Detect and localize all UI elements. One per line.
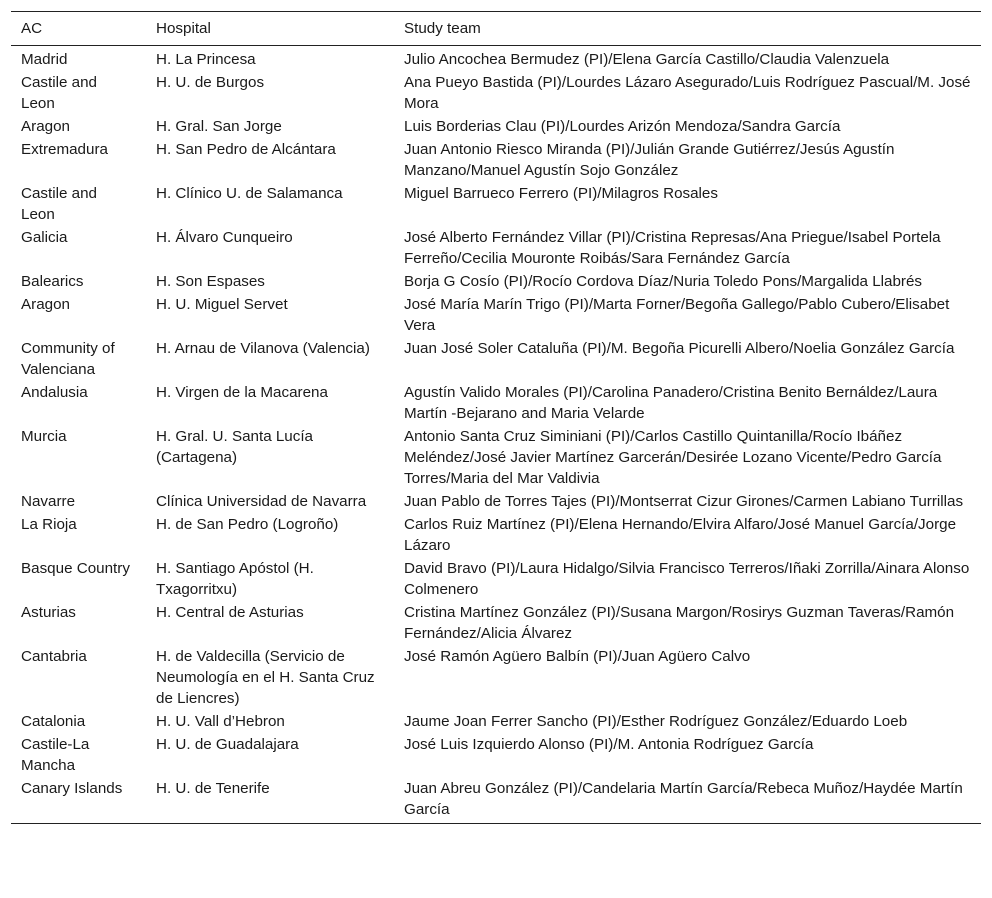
cell-ac: Aragon bbox=[21, 296, 70, 313]
cell-study-team: Miguel Barrueco Ferrero (PI)/Milagros Rosales bbox=[404, 185, 718, 202]
table-row bbox=[11, 226, 981, 270]
cell-hospital: H. U. Vall d’Hebron bbox=[156, 713, 285, 730]
table-row bbox=[11, 293, 981, 337]
cell-hospital: Clínica Universidad de Navarra bbox=[156, 493, 367, 510]
table-row bbox=[11, 513, 981, 557]
table-row bbox=[11, 710, 981, 733]
cell-hospital: H. U. Miguel Servet bbox=[156, 296, 288, 313]
table-row bbox=[11, 601, 981, 645]
cell-hospital: H. Clínico U. de Salamanca bbox=[156, 185, 343, 202]
cell-study-team: Juan Antonio Riesco Miranda (PI)/Julián Grande Gutiérrez/Jesús Agustín Manzano/Manuel Agustín Sojo González bbox=[404, 141, 895, 179]
cell-hospital: H. de San Pedro (Logroño) bbox=[156, 516, 339, 533]
table-row bbox=[11, 425, 981, 490]
table-row bbox=[11, 645, 981, 710]
header-ac: AC bbox=[21, 20, 43, 37]
header-row bbox=[11, 12, 981, 46]
cell-study-team: José María Marín Trigo (PI)/Marta Forner/Begoña Gallego/Pablo Cubero/Elisabet Vera bbox=[404, 296, 950, 334]
cell-ac: Madrid bbox=[21, 51, 68, 68]
table-row bbox=[11, 381, 981, 425]
cell-study-team: Julio Ancochea Bermudez (PI)/Elena García Castillo/Claudia Valenzuela bbox=[404, 51, 890, 68]
cell-hospital: H. U. de Guadalajara bbox=[156, 736, 299, 753]
cell-hospital: H. Álvaro Cunqueiro bbox=[156, 229, 293, 246]
cell-ac: Extremadura bbox=[21, 141, 108, 158]
cell-ac: Canary Islands bbox=[21, 780, 123, 797]
cell-ac: Andalusia bbox=[21, 384, 88, 401]
cell-ac: Aragon bbox=[21, 118, 70, 135]
table-row bbox=[11, 46, 981, 72]
cell-study-team: José Ramón Agüero Balbín (PI)/Juan Agüero Calvo bbox=[404, 648, 751, 665]
cell-ac: Castile and Leon bbox=[21, 74, 97, 112]
table-container bbox=[11, 11, 981, 824]
cell-ac: Basque Country bbox=[21, 560, 130, 577]
cell-ac: Castile and Leon bbox=[21, 185, 97, 223]
cell-study-team: Luis Borderias Clau (PI)/Lourdes Arizón Mendoza/Sandra García bbox=[404, 118, 841, 135]
cell-study-team: Ana Pueyo Bastida (PI)/Lourdes Lázaro Asegurado/Luis Rodríguez Pascual/M. José Mora bbox=[404, 74, 971, 112]
cell-hospital: H. U. de Burgos bbox=[156, 74, 265, 91]
cell-study-team: Juan Pablo de Torres Tajes (PI)/Montserrat Cizur Girones/Carmen Labiano Turrillas bbox=[404, 493, 964, 510]
cell-ac: Castile-La Mancha bbox=[21, 736, 90, 774]
table-row bbox=[11, 337, 981, 381]
cell-ac: Navarre bbox=[21, 493, 76, 510]
cell-study-team: Agustín Valido Morales (PI)/Carolina Panadero/Cristina Benito Bernáldez/Laura Martín -Bejarano and Maria Velarde bbox=[404, 384, 938, 422]
table-row bbox=[11, 490, 981, 513]
cell-study-team: Antonio Santa Cruz Siminiani (PI)/Carlos Castillo Quintanilla/Rocío Ibáñez Meléndez/José Javier Martínez Garcerán/Desirée Lozano Vicente/Pedro García Torres/Maria del Mar Valdivia bbox=[404, 428, 942, 487]
cell-hospital: H. Santiago Apóstol (H. Txagorritxu) bbox=[156, 560, 314, 598]
cell-hospital: H. San Pedro de Alcántara bbox=[156, 141, 336, 158]
table-row bbox=[11, 71, 981, 115]
cell-ac: Catalonia bbox=[21, 713, 86, 730]
cell-study-team: David Bravo (PI)/Laura Hidalgo/Silvia Francisco Terreros/Iñaki Zorrilla/Ainara Alonso Colmenero bbox=[404, 560, 970, 598]
table-row bbox=[11, 777, 981, 824]
cell-hospital: H. Son Espases bbox=[156, 273, 265, 290]
header-study-team: Study team bbox=[404, 20, 481, 37]
header-hospital: Hospital bbox=[156, 20, 211, 37]
cell-ac: Galicia bbox=[21, 229, 68, 246]
cell-study-team: Juan José Soler Cataluña (PI)/M. Begoña Picurelli Albero/Noelia González García bbox=[404, 340, 955, 357]
cell-ac: Balearics bbox=[21, 273, 84, 290]
cell-hospital: H. Gral. San Jorge bbox=[156, 118, 282, 135]
cell-study-team: José Alberto Fernández Villar (PI)/Cristina Represas/Ana Priegue/Isabel Portela Ferreño/Cecilia Mouronte Roibás/Sara Fernández García bbox=[404, 229, 941, 267]
cell-hospital: H. Gral. U. Santa Lucía (Cartagena) bbox=[156, 428, 314, 466]
cell-ac: Community of Valenciana bbox=[21, 340, 115, 378]
cell-ac: Murcia bbox=[21, 428, 67, 445]
cell-ac: Asturias bbox=[21, 604, 76, 621]
table-row bbox=[11, 115, 981, 138]
study-team-table bbox=[11, 11, 981, 824]
cell-study-team: Borja G Cosío (PI)/Rocío Cordova Díaz/Nuria Toledo Pons/Margalida Llabrés bbox=[404, 273, 923, 290]
cell-study-team: Cristina Martínez González (PI)/Susana Margon/Rosirys Guzman Taveras/Ramón Fernández/Alicia Álvarez bbox=[404, 604, 955, 642]
table-row bbox=[11, 138, 981, 182]
cell-hospital: H. Virgen de la Macarena bbox=[156, 384, 328, 401]
cell-study-team: José Luis Izquierdo Alonso (PI)/M. Antonia Rodríguez García bbox=[404, 736, 814, 753]
cell-ac: Cantabria bbox=[21, 648, 87, 665]
cell-hospital: H. U. de Tenerife bbox=[156, 780, 270, 797]
cell-hospital: H. de Valdecilla (Servicio de Neumología en el H. Santa Cruz de Liencres) bbox=[156, 648, 375, 707]
cell-hospital: H. La Princesa bbox=[156, 51, 256, 68]
cell-ac: La Rioja bbox=[21, 516, 77, 533]
table-body bbox=[11, 46, 981, 824]
cell-study-team: Juan Abreu González (PI)/Candelaria Martín García/Rebeca Muñoz/Haydée Martín García bbox=[404, 780, 963, 818]
table-row bbox=[11, 270, 981, 293]
cell-study-team: Jaume Joan Ferrer Sancho (PI)/Esther Rodríguez González/Eduardo Loeb bbox=[404, 713, 908, 730]
table-row bbox=[11, 557, 981, 601]
table-row bbox=[11, 182, 981, 226]
table-header bbox=[11, 12, 981, 46]
cell-study-team: Carlos Ruiz Martínez (PI)/Elena Hernando/Elvira Alfaro/José Manuel García/Jorge Lázaro bbox=[404, 516, 957, 554]
cell-hospital: H. Central de Asturias bbox=[156, 604, 304, 621]
table-row bbox=[11, 733, 981, 777]
cell-hospital: H. Arnau de Vilanova (Valencia) bbox=[156, 340, 370, 357]
